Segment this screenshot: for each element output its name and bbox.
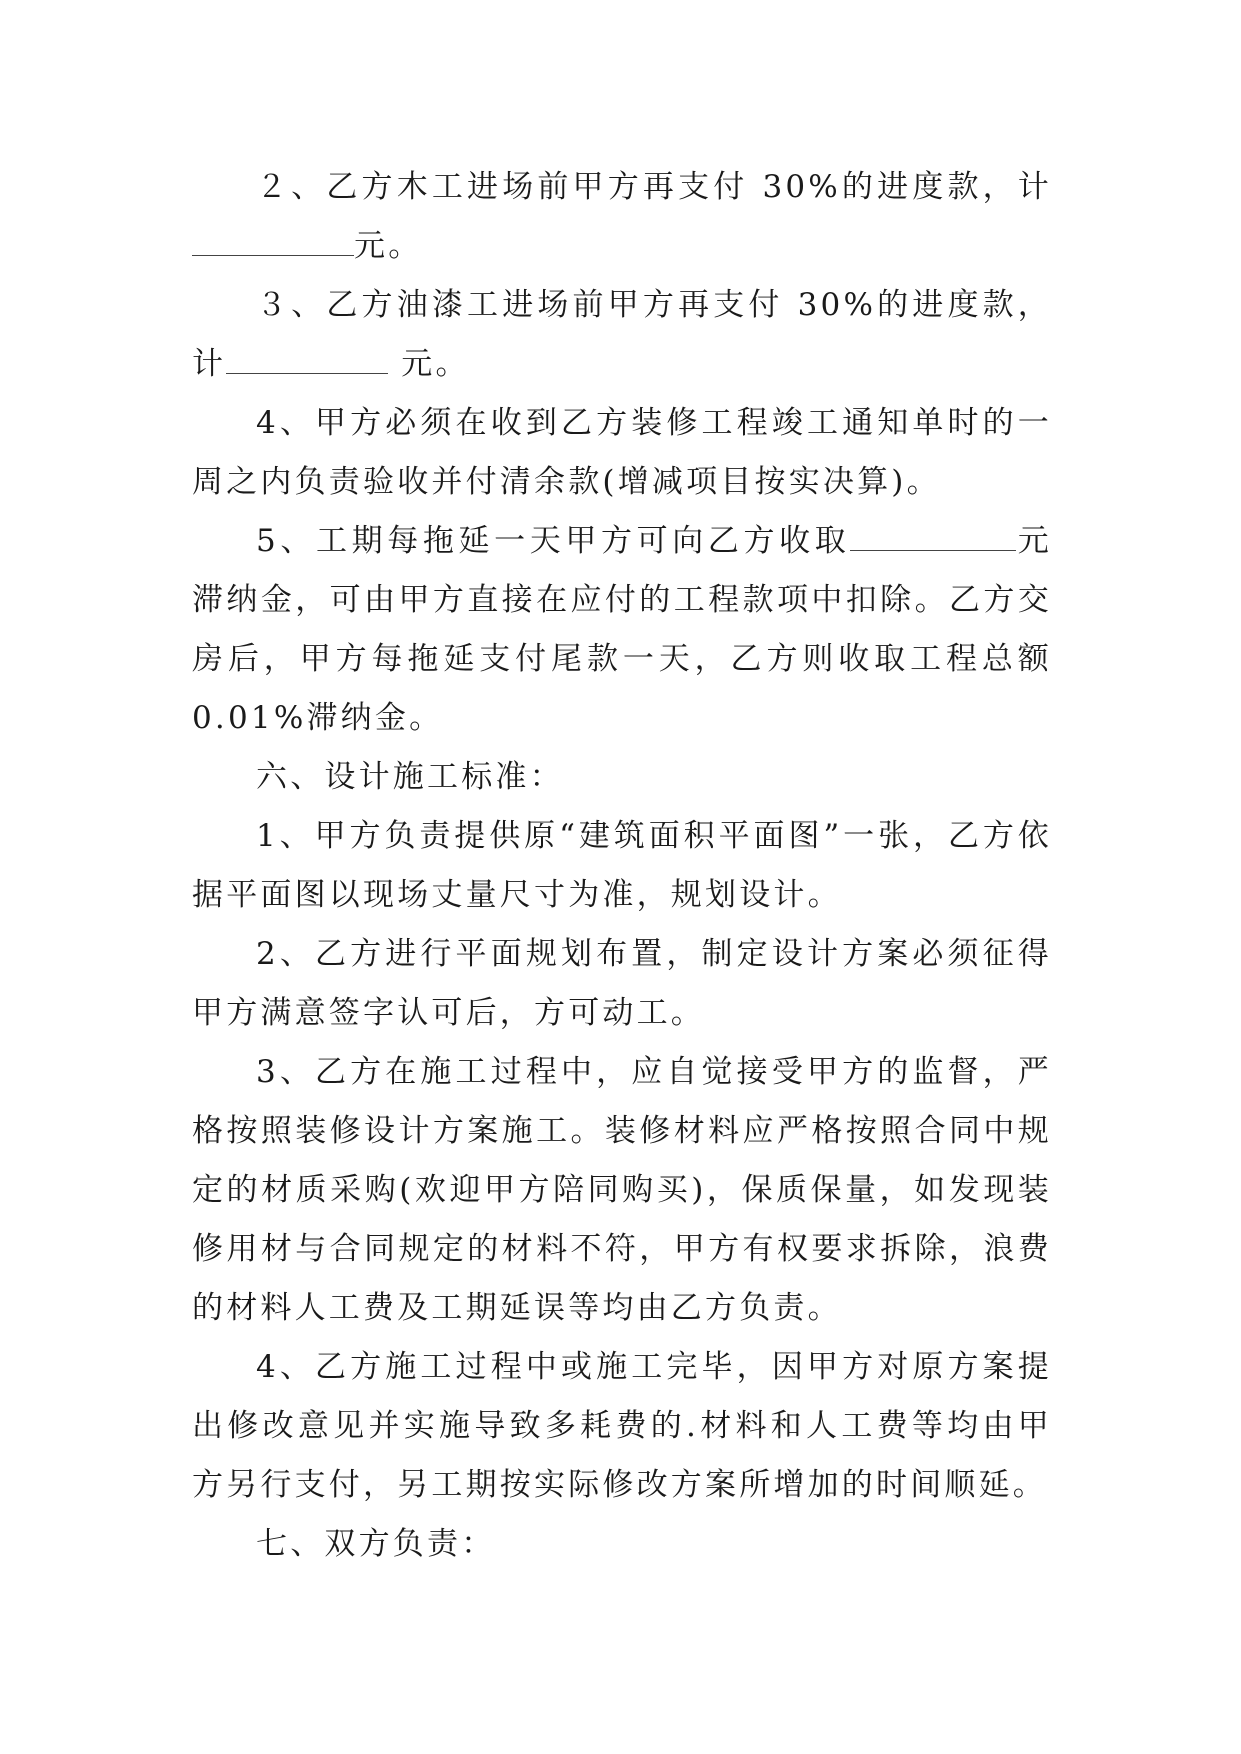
paragraph-painting-payment xyxy=(192,276,1052,394)
paragraph-floor-plan: 1、甲方负责提供原“建筑面积平面图”一张，乙方依据平面图以现场丈量尺寸为准，规划设计。 xyxy=(192,818,1052,913)
painting-amount-blank[interactable] xyxy=(226,345,388,374)
paragraph-supervision: 3、乙方在施工过程中，应自觉接受甲方的监督，严格按照装修设计方案施工。装修材料应严格按照合同中规定的材质采购(欢迎甲方陪同购买)，保质保量，如发现装修用材与合同规定的材料不符，甲方有权要求拆除，浪费的材料人工费及工期延误等均由乙方负责。 xyxy=(192,1054,1052,1326)
painting-payment-text: ３、乙方油漆工进场前甲方再支付 30%的进度款，计 xyxy=(192,287,1052,382)
section-heading-design-standards: 六、设计施工标准： xyxy=(256,759,564,795)
late-penalty-rest: 元滞纳金，可由甲方直接在应付的工程款项中扣除。乙方交房后，甲方每拖延支付尾款一天，乙方则收取工程总额 0.01%滞纳金。 xyxy=(192,523,1053,736)
paragraph-layout-approval: 2、乙方进行平面规划布置，制定设计方案必须征得甲方满意签字认可后，方可动工。 xyxy=(192,936,1052,1031)
paragraph-acceptance: 4、甲方必须在收到乙方装修工程竣工通知单时的一周之内负责验收并付清余款(增减项目按实决算)。 xyxy=(192,405,1052,500)
late-penalty-text: 5、工期每拖延一天甲方可向乙方收取 xyxy=(256,523,851,559)
section-heading-responsibilities: 七、双方负责： xyxy=(256,1526,496,1562)
document-body xyxy=(192,158,1052,1574)
paragraph-late-penalty xyxy=(192,512,1052,748)
carpentry-amount-blank[interactable] xyxy=(192,227,354,256)
painting-payment-unit: 元。 xyxy=(388,346,470,382)
paragraph-carpentry-payment xyxy=(192,158,1052,276)
carpentry-payment-text: ２、乙方木工进场前甲方再支付 30%的进度款，计 xyxy=(256,169,1052,205)
paragraph-modification: 4、乙方施工过程中或施工完毕，因甲方对原方案提出修改意见并实施导致多耗费的.材料和人工费等均由甲方另行支付，另工期按实际修改方案所增加的时间顺延。 xyxy=(192,1349,1052,1503)
late-penalty-amount-blank[interactable] xyxy=(850,522,1016,551)
carpentry-payment-unit: 元。 xyxy=(354,228,423,264)
